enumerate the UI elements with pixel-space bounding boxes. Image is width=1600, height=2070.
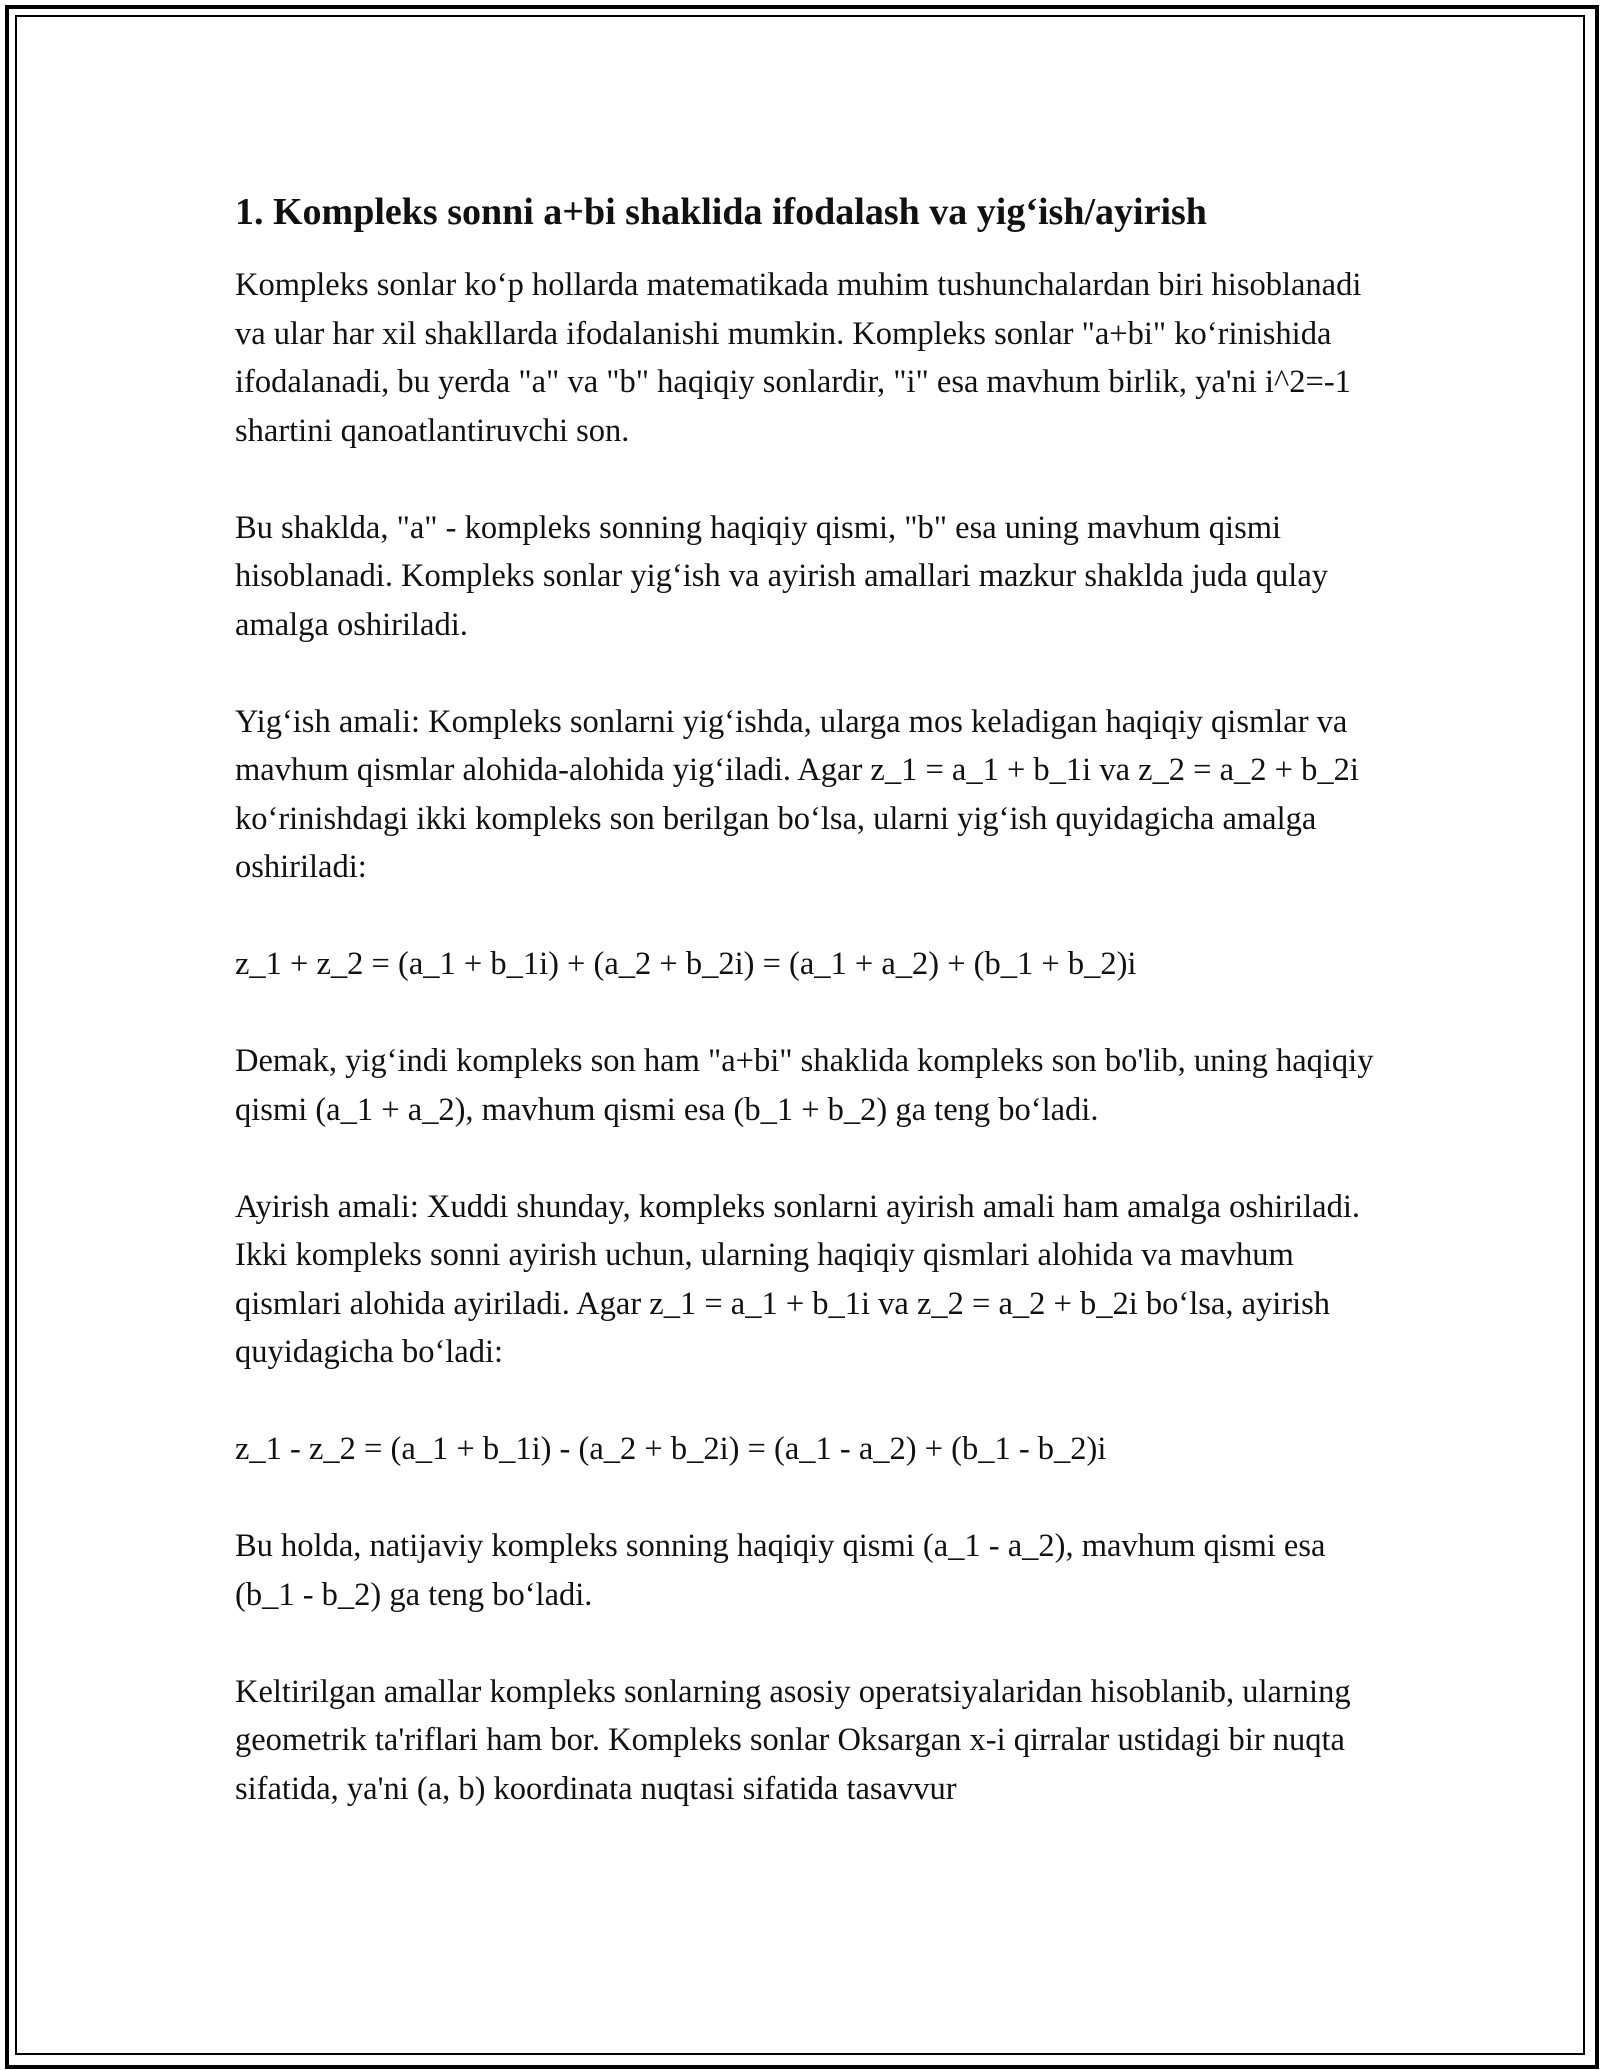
- paragraph-intro: Kompleks sonlar ko‘p hollarda matematikada muhim tushunchalardan biri hisoblanadi va ular har xil shakllarda ifodalanishi mumkin. Kompleks sonlar "a+bi" ko‘rinishida ifodalanadi, bu yerda "a" va "b" haqiqiy sonlardir, "i" esa mavhum birlik, ya'ni i^2=-1 shartini qanoatlantiruvchi son.: [235, 267, 1362, 449]
- section-heading: 1. Kompleks sonni a+bi shaklida ifodalash va yig‘ish/ayirish: [235, 191, 1207, 233]
- formula-addition: z_1 + z_2 = (a_1 + b_1i) + (a_2 + b_2i) = (a_1 + a_2) + (b_1 + b_2)i: [235, 946, 1137, 982]
- paragraph-subtraction: Ayirish amali: Xuddi shunday, kompleks sonlarni ayirish amali ham amalga oshiriladi. Ikki kompleks sonni ayirish uchun, ularning haqiqiy qismlari alohida va mavhum qismlari alohida ayiriladi. Agar z_1 = a_1 + b_1i va z_2 = a_2 + b_2i bo‘lsa, ayirish quyidagicha bo‘ladi:: [235, 1188, 1360, 1370]
- paragraph-addition: Yig‘ish amali: Kompleks sonlarni yig‘ishda, ularga mos keladigan haqiqiy qismlar va mavhum qismlar alohida-alohida yig‘iladi. Agar z_1 = a_1 + b_1i va z_2 = a_2 + b_2i ko‘rinishdagi ikki kompleks son berilgan bo‘lsa, ularni yig‘ish quyidagicha amalga oshiriladi:: [235, 703, 1359, 885]
- formula-subtraction: z_1 - z_2 = (a_1 + b_1i) - (a_2 + b_2i) = (a_1 - a_2) + (b_1 - b_2)i: [235, 1431, 1107, 1467]
- paragraph-addition-result: Demak, yig‘indi kompleks son ham "a+bi" shaklida kompleks son bo'lib, uning haqiqiy qismi (a_1 + a_2), mavhum qismi esa (b_1 + b_2) ga teng bo‘ladi.: [235, 1043, 1374, 1128]
- paragraph-subtraction-result: Bu holda, natijaviy kompleks sonning haqiqiy qismi (a_1 - a_2), mavhum qismi esa (b_1 - b_2) ga teng bo‘ladi.: [235, 1528, 1326, 1613]
- paragraph-parts: Bu shaklda, "a" - kompleks sonning haqiqiy qismi, "b" esa uning mavhum qismi hisoblanadi. Kompleks sonlar yig‘ish va ayirish amallari mazkur shaklda juda qulay amalga oshiriladi.: [235, 509, 1329, 643]
- paragraph-geometric: Keltirilgan amallar kompleks sonlarning asosiy operatsiyalaridan hisoblanib, ularning geometrik ta'riflari ham bor. Kompleks sonlar Oksargan x-i qirralar ustidagi bir nuqta sifatida, ya'ni (a, b) koordinata nuqtasi sifatida tasavvur: [235, 1673, 1351, 1807]
- document-body: [235, 185, 1380, 1862]
